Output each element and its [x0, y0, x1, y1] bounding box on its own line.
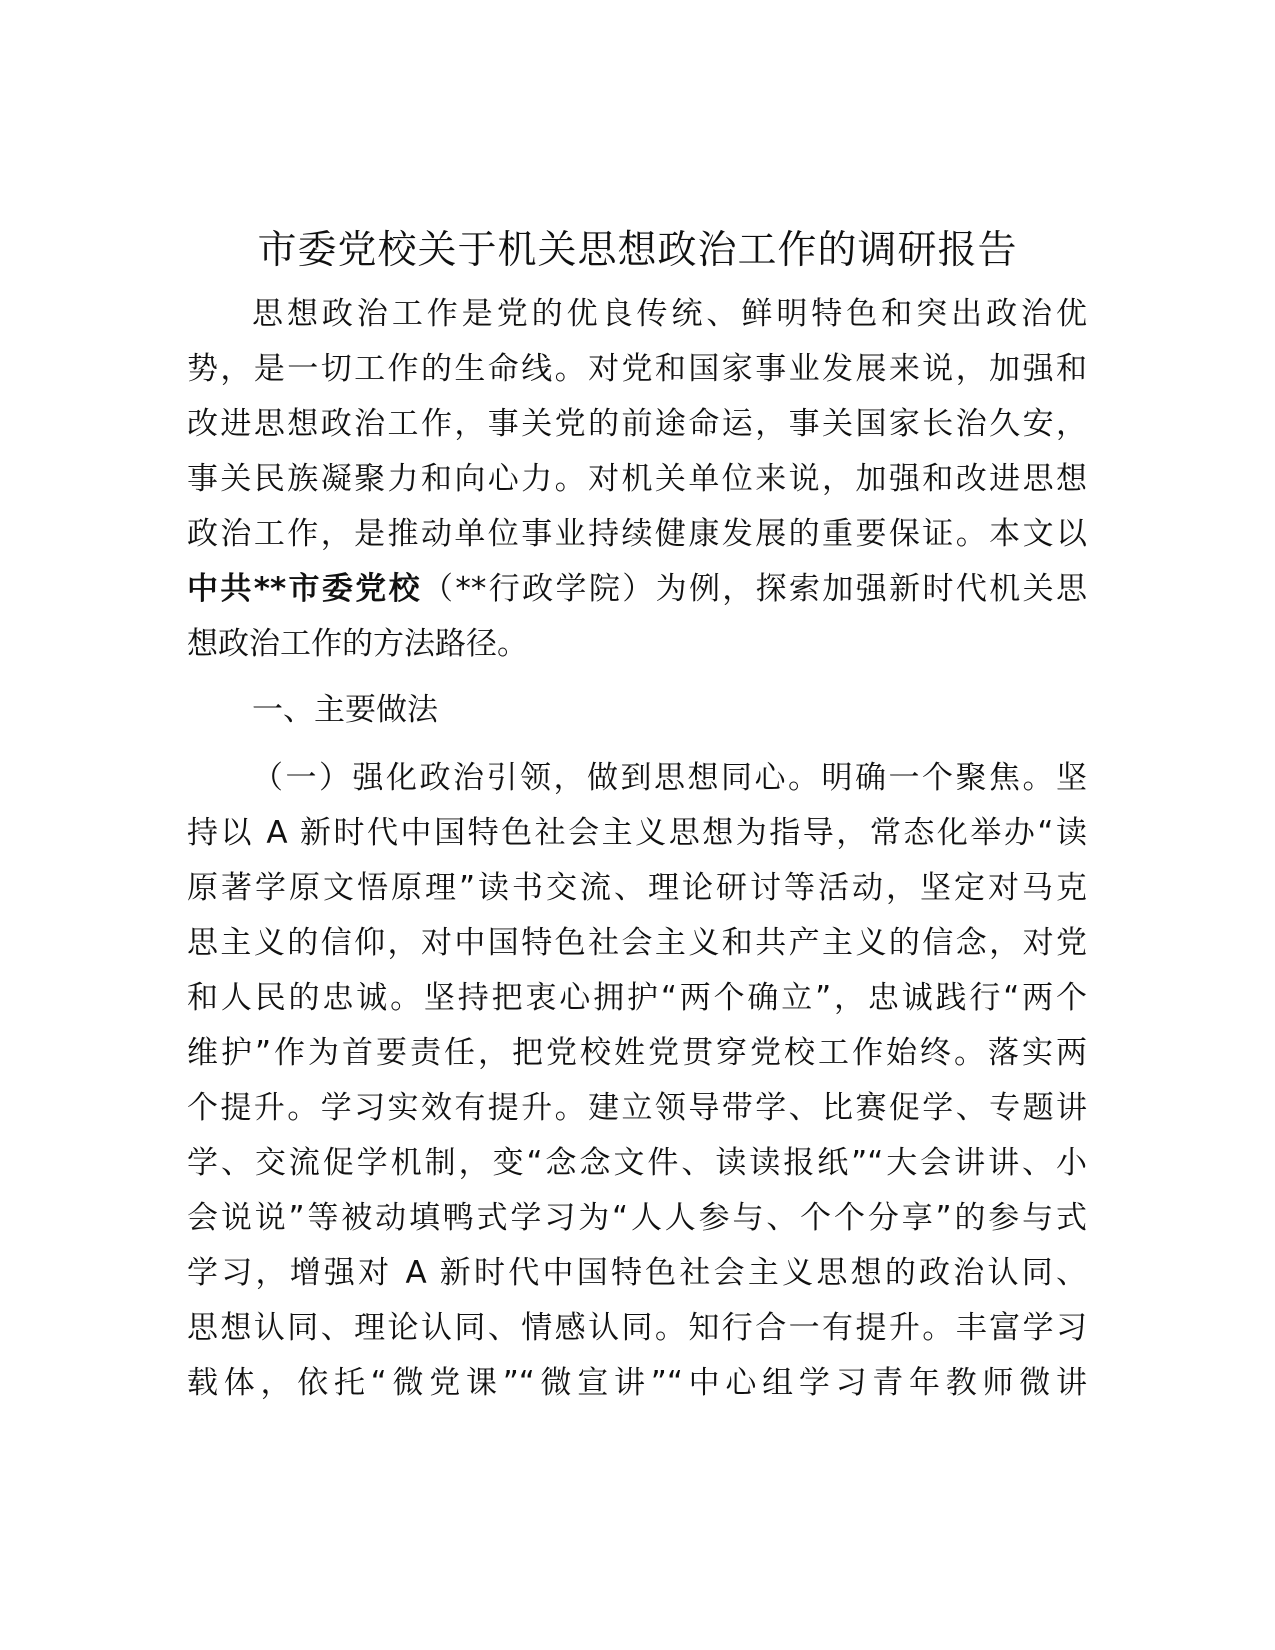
para1-line-12: 载体，依托“微党课”“微宣讲”“中心组学习青年教师微讲 — [187, 1365, 1087, 1401]
para1-line-1: （一）强化政治引领，做到思想同心。明确一个聚焦。坚 — [252, 760, 1087, 796]
intro-line-3: 改进思想政治工作，事关党的前途命运，事关国家长治久安， — [187, 406, 1087, 442]
para1-line-2: 持以 A 新时代中国特色社会主义思想为指导，常态化举办“读 — [187, 815, 1087, 851]
intro-line-6-text: （**行政学院）为例，探索加强新时代机关思 — [422, 571, 1087, 607]
intro-line-4: 事关民族凝聚力和向心力。对机关单位来说，加强和改进思想 — [187, 461, 1087, 497]
para1-line-7: 个提升。学习实效有提升。建立领导带学、比赛促学、专题讲 — [187, 1090, 1087, 1126]
para1-line-10: 学习，增强对 A 新时代中国特色社会主义思想的政治认同、 — [187, 1255, 1087, 1291]
para1-line-9: 会说说”等被动填鸭式学习为“人人参与、个个分享”的参与式 — [187, 1200, 1087, 1236]
intro-line-6 — [187, 569, 1087, 609]
intro-line-1: 思想政治工作是党的优良传统、鲜明特色和突出政治优 — [252, 296, 1087, 332]
intro-line-5: 政治工作，是推动单位事业持续健康发展的重要保证。本文以 — [187, 516, 1087, 552]
para1-line-11: 思想认同、理论认同、情感认同。知行合一有提升。丰富学习 — [187, 1310, 1087, 1346]
intro-line-7: 想政治工作的方法路径。 — [187, 626, 528, 662]
para1-line-5: 和人民的忠诚。坚持把衷心拥护“两个确立”，忠诚践行“两个 — [187, 980, 1087, 1016]
institution-name: 中共**市委党校 — [187, 571, 422, 607]
para1-line-4: 思主义的信仰，对中国特色社会主义和共产主义的信念，对党 — [187, 925, 1087, 961]
para1-line-8: 学、交流促学机制，变“念念文件、读读报纸”“大会讲讲、小 — [187, 1145, 1087, 1181]
para1-line-3: 原著学原文悟原理”读书交流、理论研讨等活动，坚定对马克 — [187, 870, 1087, 906]
section-heading: 一、主要做法 — [252, 692, 438, 728]
intro-line-2: 势，是一切工作的生命线。对党和国家事业发展来说，加强和 — [187, 351, 1087, 387]
para1-line-6: 维护”作为首要责任，把党校姓党贯穿党校工作始终。落实两 — [187, 1035, 1087, 1071]
document-title: 市委党校关于机关思想政治工作的调研报告 — [257, 228, 1018, 273]
